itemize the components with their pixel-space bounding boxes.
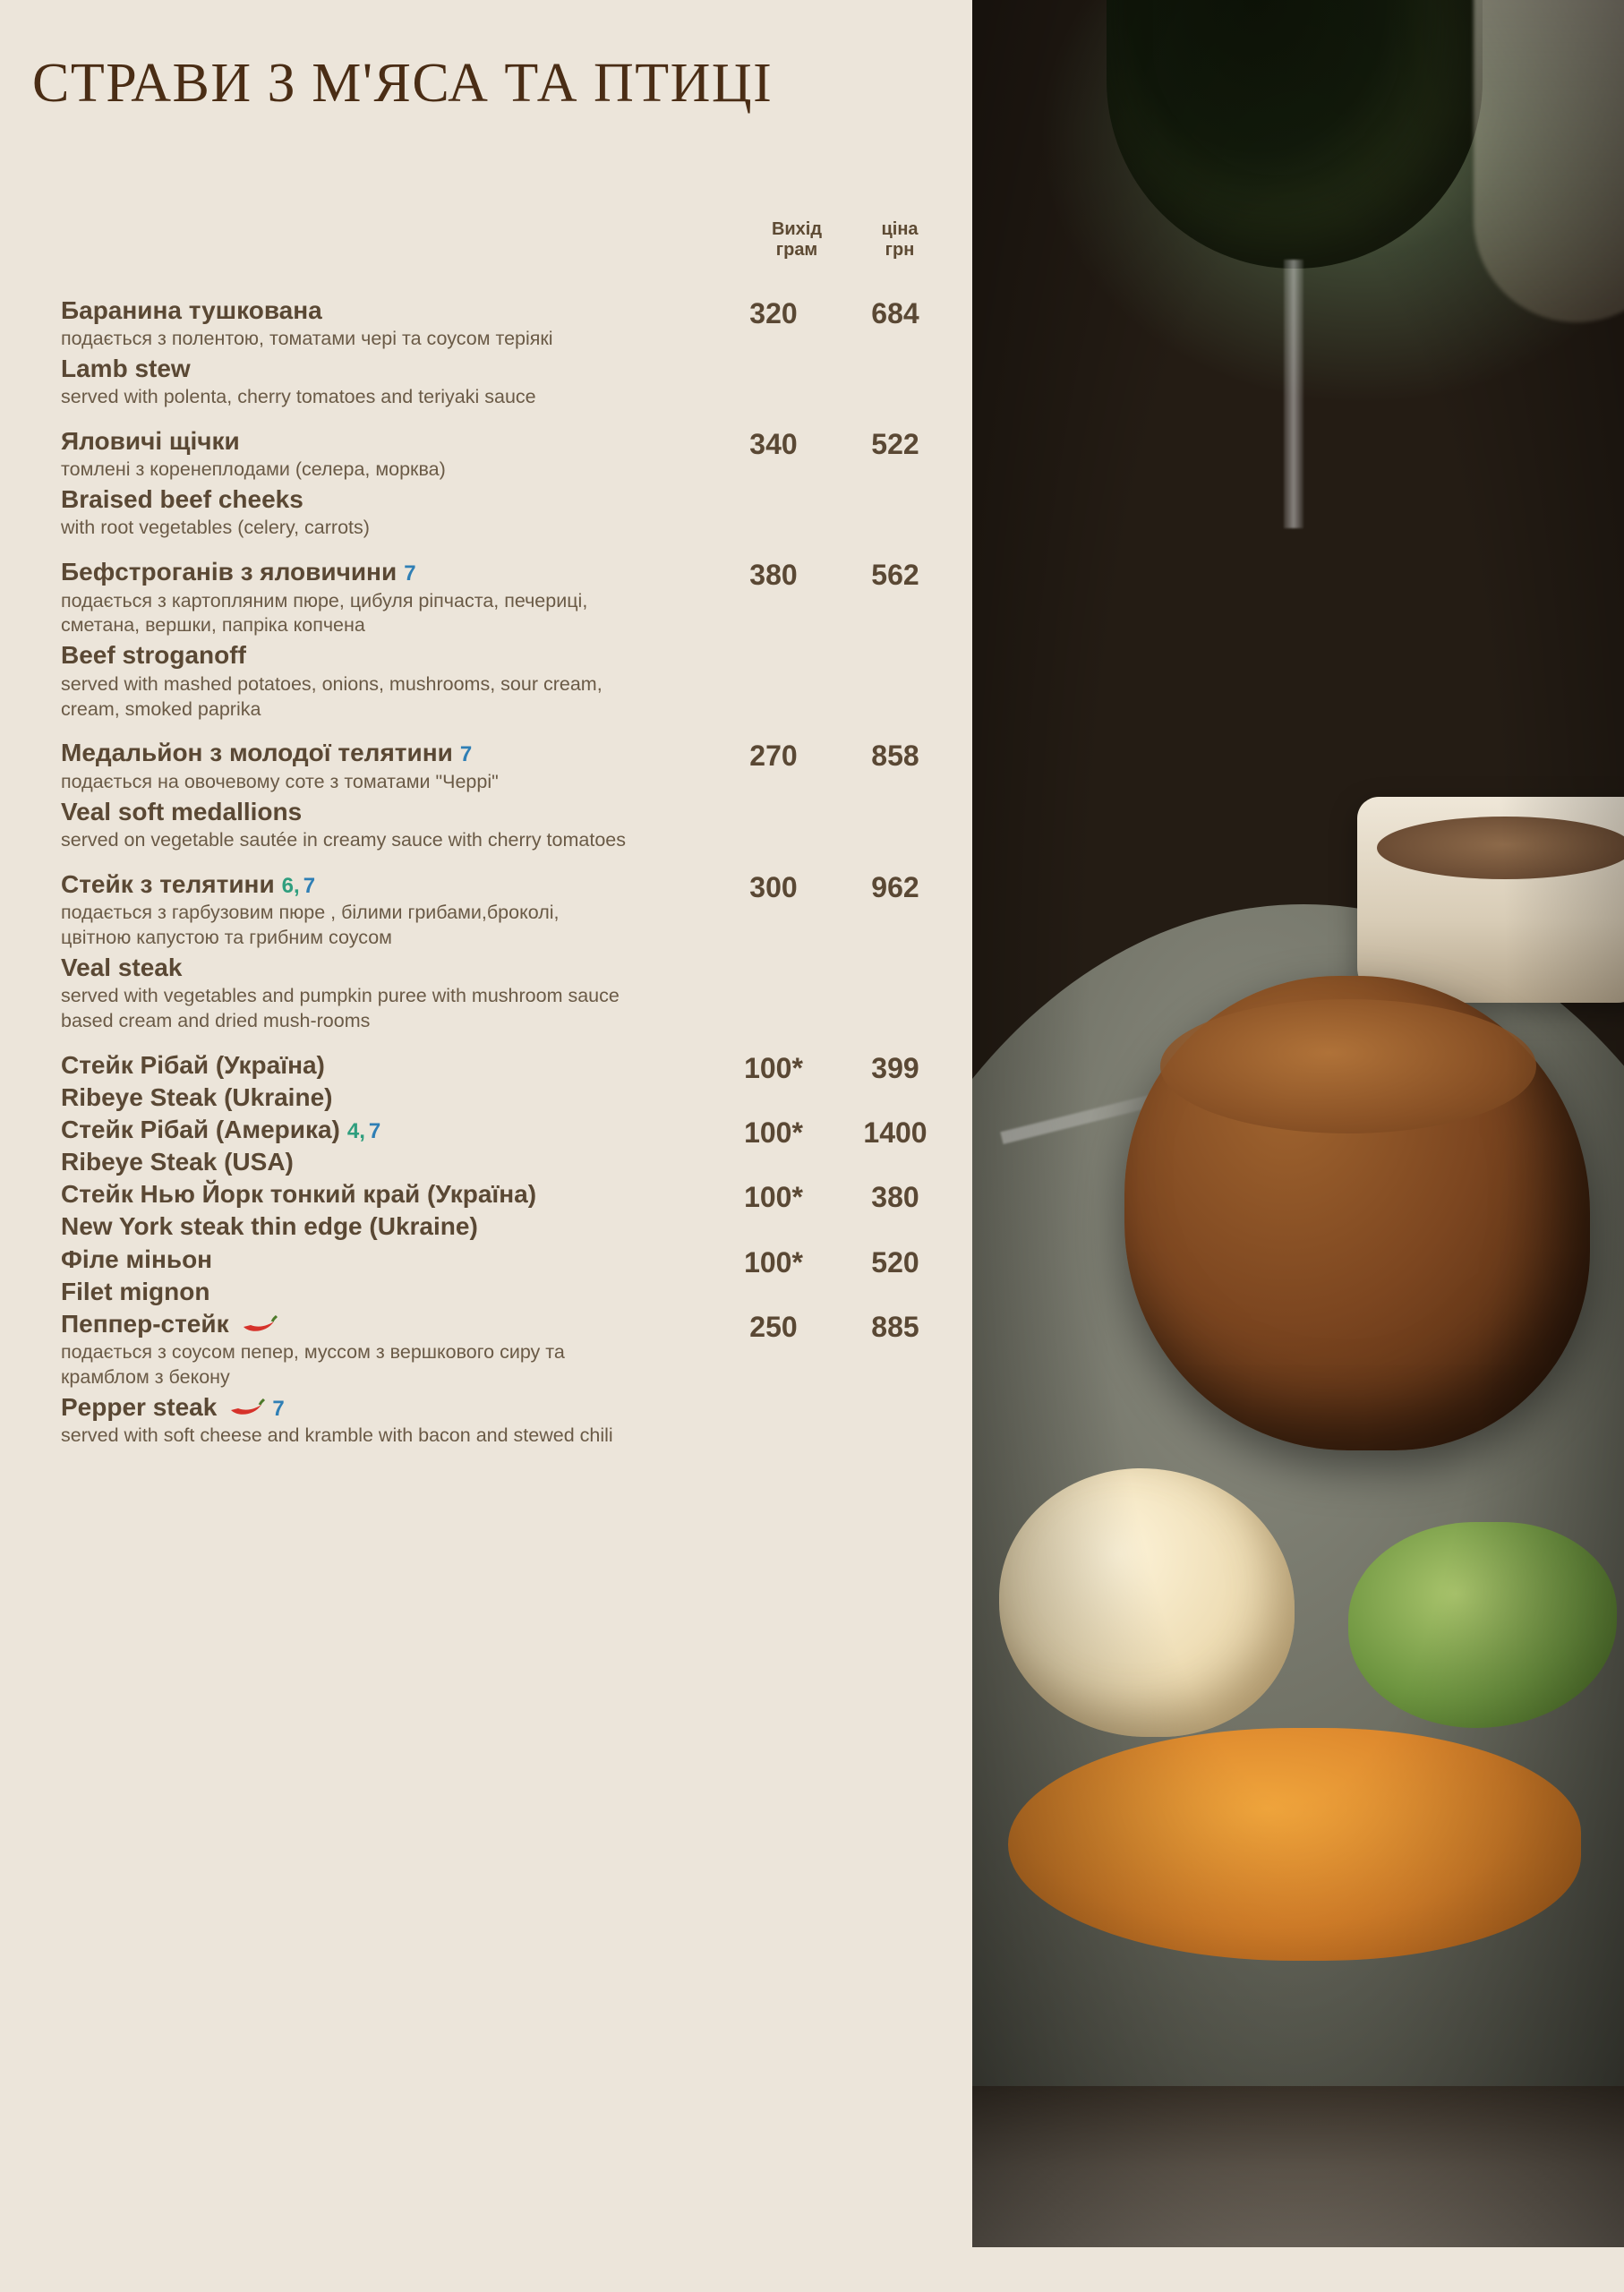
menu-item-row [61,557,949,722]
item-spacer [0,543,949,557]
menu-item-price: 885 [871,1310,919,1343]
weight-header-line1: Вихід [771,219,823,239]
menu-item-weight: 320 [749,297,798,329]
menu-item-name-en: Pepper steak 7 [61,1392,285,1421]
item-spacer [0,855,949,869]
menu-item-description-en: served on vegetable sautée in creamy sauce with cherry tomatoes [61,828,626,851]
menu-item-name-ua: Баранина тушкована [61,296,322,324]
menu-item-values [705,1309,949,1344]
menu-item-name-ua: Стейк Рібай (Америка) 4, 7 [61,1116,381,1143]
wine-glass-stem [1284,260,1303,528]
menu-item-names [61,1309,705,1449]
second-glass [1474,0,1624,322]
menu-item [0,1179,949,1242]
menu-item-name-en: Braised beef cheeks [61,485,303,514]
menu-item-weight: 380 [749,559,798,592]
menu-item-row [61,738,949,852]
menu-item [0,738,949,852]
dish-photograph [972,0,1624,2247]
menu-item-name-ua: Яловичі щічки [61,427,240,456]
menu-item-names [61,295,705,410]
price-header-line2: грн [885,240,915,260]
allergen-code: 7 [272,1396,285,1421]
menu-item-weight: 100* [744,1116,803,1149]
chili-pepper-icon [226,1398,265,1417]
menu-item-price: 380 [871,1181,919,1214]
menu-item [0,1309,949,1449]
menu-item-names [61,738,705,852]
menu-item-description-en: served with polenta, cherry tomatoes and teriyaki sauce [61,386,536,408]
menu-item [0,869,949,1034]
menu-item-values [705,869,949,904]
menu-item-name-en: New York steak thin edge (Ukraine) [61,1212,478,1241]
menu-item-description-ua: подається на овочевому соте з томатами "Черрі" [61,770,499,792]
menu-item-description-ua: подається з соусом пепер, муссом з вершкового сиру та крамблом з бекону [61,1341,565,1389]
page-title: СТРАВИ З М'ЯСА ТА ПТИЦІ [32,53,774,114]
allergen-code: 6, [281,873,300,898]
menu-item-weight: 270 [749,740,798,773]
allergen-code: 7 [404,561,416,586]
menu-item [0,557,949,722]
allergen-code: 7 [368,1119,381,1143]
menu-item-values [705,557,949,592]
menu-item-values [705,1244,949,1279]
menu-item-names [61,1115,705,1177]
menu-item-description-ua: томлені з коренеплодами (селера, морква) [61,458,446,481]
menu-item-name-ua: Стейк Рібай (Україна) [61,1050,325,1079]
menu-item-row [61,1179,949,1242]
menu-item-values [705,738,949,773]
menu-item-description-en: served with vegetables and pumpkin puree with mushroom sauce based cream and dried mush-rooms [61,984,620,1031]
chili-pepper-icon [238,1314,278,1334]
allergen-code: 4, [346,1119,365,1143]
menu-item-price: 562 [871,559,919,592]
menu-item-description-ua: подається з гарбузовим пюре , білими грибами,броколі, цвітною капустою та грибним соусом [61,901,560,948]
menu-item-name-ua: Філе міньон [61,1244,213,1273]
menu-item [0,426,949,541]
item-spacer [0,723,949,738]
menu-item-description-en: served with soft cheese and kramble with bacon and stewed chili [61,1424,613,1447]
allergen-code: 7 [459,742,473,767]
column-headers [0,219,949,261]
menu-item-name-ua: Пеппер-стейк [61,1309,705,1339]
menu-item-price: 1400 [863,1116,927,1149]
allergen-code: 7 [303,873,316,898]
menu-item [0,295,949,410]
menu-item [0,1050,949,1113]
menu-item-weight: 250 [749,1310,798,1343]
menu-item-row [61,426,949,541]
tablecloth [972,2086,1624,2247]
weight-column-header [743,219,850,261]
menu-item-name-en: Ribeye Steak (USA) [61,1148,294,1176]
item-spacer [0,1450,949,1465]
menu-item-names [61,426,705,541]
menu-item-weight: 300 [749,870,798,903]
menu-item-name-en: Veal steak [61,953,183,981]
menu-item-row [61,869,949,1034]
menu-item-price: 858 [871,740,919,773]
menu-item-weight: 100* [744,1051,803,1084]
menu-item-name-en: Lamb stew [61,355,191,383]
menu-item-names [61,557,705,722]
menu-item-description-en: served with mashed potatoes, onions, mushrooms, sour cream, cream, smoked paprika [61,672,603,720]
pumpkin-puree [1008,1728,1581,1961]
menu-item-names [61,1244,705,1307]
sauce-cup-contents [1377,817,1624,879]
menu-item-weight: 340 [749,428,798,461]
menu-item-price: 684 [871,297,919,329]
menu-item-description-en: with root vegetables (celery, carrots) [61,517,370,539]
sauce-cup [1357,797,1624,1003]
menu-item-row [61,1244,949,1307]
menu-item-weight: 100* [744,1245,803,1279]
item-spacer [0,1036,949,1050]
menu-item-price: 399 [871,1051,919,1084]
menu-item-values [705,295,949,330]
menu-item-row [61,1050,949,1113]
menu-item-name-en: Beef stroganoff [61,641,246,670]
menu-item-name-en: Ribeye Steak (Ukraine) [61,1082,333,1111]
price-header-line1: ціна [881,219,919,239]
menu-item-price: 522 [871,428,919,461]
item-spacer [0,412,949,426]
menu-item-name-ua: Стейк Нью Йорк тонкий край (Україна) [61,1180,537,1209]
steak [1124,976,1590,1450]
price-column-header [850,219,949,261]
menu-item-price: 962 [871,870,919,903]
photo-bottom-margin [972,2247,1624,2292]
menu-item-price: 520 [871,1245,919,1279]
weight-header-line2: грам [775,240,818,260]
steak-top-surface [1160,999,1536,1133]
menu-item-names [61,1050,705,1113]
menu-item-row [61,1115,949,1177]
menu-item-name-en: Filet mignon [61,1277,210,1305]
menu-item-weight: 100* [744,1181,803,1214]
menu-item-row [61,1309,949,1449]
menu-item-names [61,1179,705,1242]
menu-item-name-ua: Бефстроганів з яловичини 7 [61,558,416,586]
menu-item-name-en: Veal soft medallions [61,797,303,825]
menu-item-name-ua: Медальйон з молодої телятини 7 [61,739,473,767]
menu-item-values [705,426,949,461]
menu-item-values [705,1050,949,1085]
menu-item-description-ua: подається з полентою, томатами чері та соусом теріякі [61,328,553,350]
menu-item-values [705,1115,949,1150]
menu-item-row [61,295,949,410]
menu-item-values [705,1179,949,1214]
menu-item [0,1244,949,1307]
menu-item-name-ua: Стейк з телятини 6, 7 [61,869,316,898]
menu-item-names [61,869,705,1034]
menu-items-list [0,295,949,1465]
menu-item [0,1115,949,1177]
menu-item-description-ua: подається з картопляним пюре, цибуля ріпчаста, печериці, сметана, вершки, папріка копчена [61,589,588,637]
